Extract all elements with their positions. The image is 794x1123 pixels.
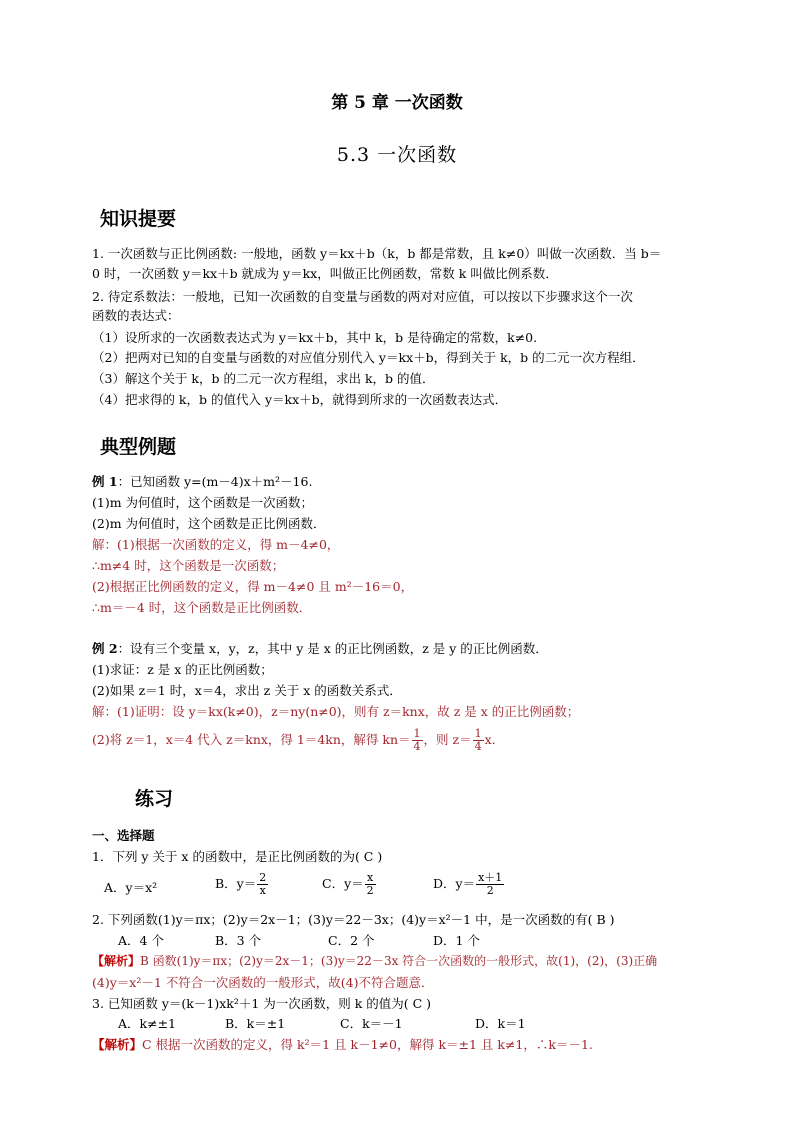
examples-heading: 典型例题: [100, 436, 177, 458]
q1-option-a: A．y＝x²: [104, 880, 158, 895]
q3-option-d: D．k＝1: [475, 1016, 526, 1031]
q2-option-a: A．4 个: [118, 933, 164, 948]
knowledge-line-7: （3）解这个关于 k，b 的二元一次方程组，求出 k，b 的值．: [92, 371, 435, 386]
knowledge-line-6: （2）把两对已知的自变量与函数的对应值分别代入 y＝kx＋b，得到关于 k，b 的二元一次方程组．: [92, 350, 645, 365]
example1-solution-4: ∴m＝－4 时，这个函数是正比例函数．: [92, 600, 312, 615]
q3-stem: 3. 已知函数 y＝(k－1)xk²＋1 为一次函数，则 k 的值为( C ): [92, 996, 432, 1011]
q1-option-c: C．y＝ $\frac{x}{2}$: [322, 871, 374, 897]
q2-option-c: C．2 个: [328, 933, 375, 948]
q2-analysis-tag: 【解析】: [92, 954, 141, 968]
knowledge-heading: 知识提要: [100, 208, 177, 230]
example1-stem: 例 1：已知函数 y=(m－4)x＋m²－16.: [92, 474, 313, 489]
section-title: 5.3 一次函数: [336, 144, 458, 166]
knowledge-line-5: （1）设所求的一次函数表达式为 y＝kx＋b，其中 k，b 是待确定的常数，k≠0.: [92, 330, 538, 345]
q3-option-a: A．k≠±1: [118, 1016, 177, 1031]
example1-solution-1: 解：(1)根据一次函数的定义，得 m－4≠0，: [92, 537, 340, 552]
practice-subheading: 一、选择题: [92, 828, 155, 843]
q3-analysis-tag: 【解析】: [92, 1037, 143, 1052]
q3-option-b: B．k＝±1: [225, 1016, 286, 1031]
q1-stem: 1．下列 y 关于 x 的函数中，是正比例函数的为( C ): [92, 849, 383, 864]
example1-solution-3: (2)根据正比例函数的定义，得 m－4≠0 且 m²－16＝0，: [92, 579, 414, 594]
example2-stem: 例 2：设有三个变量 x，y，z，其中 y 是 x 的正比例函数，z 是 y 的正比例函数．: [92, 641, 548, 656]
example1-q1: (1)m 为何值时，这个函数是一次函数；: [92, 495, 314, 510]
chapter-title: 第 5 章 一次函数: [331, 93, 463, 113]
practice-heading: 练习: [135, 788, 174, 810]
example2-label: 例 2: [92, 641, 118, 656]
q2-option-d: D．1 个: [433, 933, 480, 948]
fraction-z: $\frac{1}{4}$: [474, 727, 482, 753]
knowledge-line-4: 函数的表达式：: [92, 308, 180, 323]
example1-solution-2: ∴m≠4 时，这个函数是一次函数；: [92, 558, 285, 573]
q2-option-b: B．3 个: [215, 933, 262, 948]
q1-option-d: D．y＝ $\frac{x+1}{2}$: [433, 871, 503, 897]
q3-option-c: C．k＝－1: [340, 1016, 403, 1031]
example1-label: 例 1: [92, 474, 118, 489]
example2-q2: (2)如果 z＝1 时，x＝4，求出 z 关于 x 的函数关系式．: [92, 683, 402, 698]
example1-q2: (2)m 为何值时，这个函数是正比例函数．: [92, 516, 326, 531]
knowledge-line-1: 1. 一次函数与正比例函数: 一般地，函数 y＝kx＋b（k，b 都是常数，且 k≠0）叫做一次函数．当 b＝: [92, 246, 662, 261]
example2-solution-1: 解：(1)证明：设 y＝kx(k≠0)，z＝ny(n≠0)，则有 z＝knx，故 z 是 x 的正比例函数；: [92, 704, 580, 719]
q1-option-b: B．y＝ $\frac{2}{x}$: [215, 871, 267, 897]
knowledge-line-8: （4）把求得的 k，b 的值代入 y＝kx＋b，就得到所求的一次函数表达式．: [92, 392, 508, 407]
q2-analysis-2: (4)y＝x²－1 不符合一次函数的一般形式，故(4)不符合题意．: [92, 975, 434, 990]
knowledge-line-3: 2. 待定系数法：一般地，已知一次函数的自变量与函数的两对对应值，可以按以下步骤求这个一次: [92, 289, 633, 304]
example2-q1: (1)求证：z 是 x 的正比例函数；: [92, 662, 273, 677]
q3-analysis: 【解析】C 根据一次函数的定义，得 k²＝1 且 k－1≠0，解得 k＝±1 且 k≠1，∴k＝－1.: [92, 1037, 593, 1052]
q2-stem: 2. 下列函数(1)y＝πx；(2)y＝2x－1；(3)y＝22－3x；(4)y＝x²－1 中，是一次函数的有( B ): [92, 912, 615, 927]
example2-solution-2: (2)将 z＝1，x＝4 代入 z＝knx，得 1＝4kn，解得 kn＝ $\frac{1}{4}$ ，则 z＝ $\frac{1}{4}$ x.: [92, 727, 496, 753]
knowledge-line-2: 0 时，一次函数 y＝kx＋b 就成为 y＝kx，叫做正比例函数，常数 k 叫做比例系数．: [92, 266, 558, 281]
fraction-kn: $\frac{1}{4}$: [413, 727, 421, 753]
q2-analysis-1: 【解析】B 函数(1)y＝πx；(2)y＝2x－1；(3)y＝22－3x 符合一次函数的一般形式，故(1)，(2)，(3)正确: [92, 954, 658, 968]
